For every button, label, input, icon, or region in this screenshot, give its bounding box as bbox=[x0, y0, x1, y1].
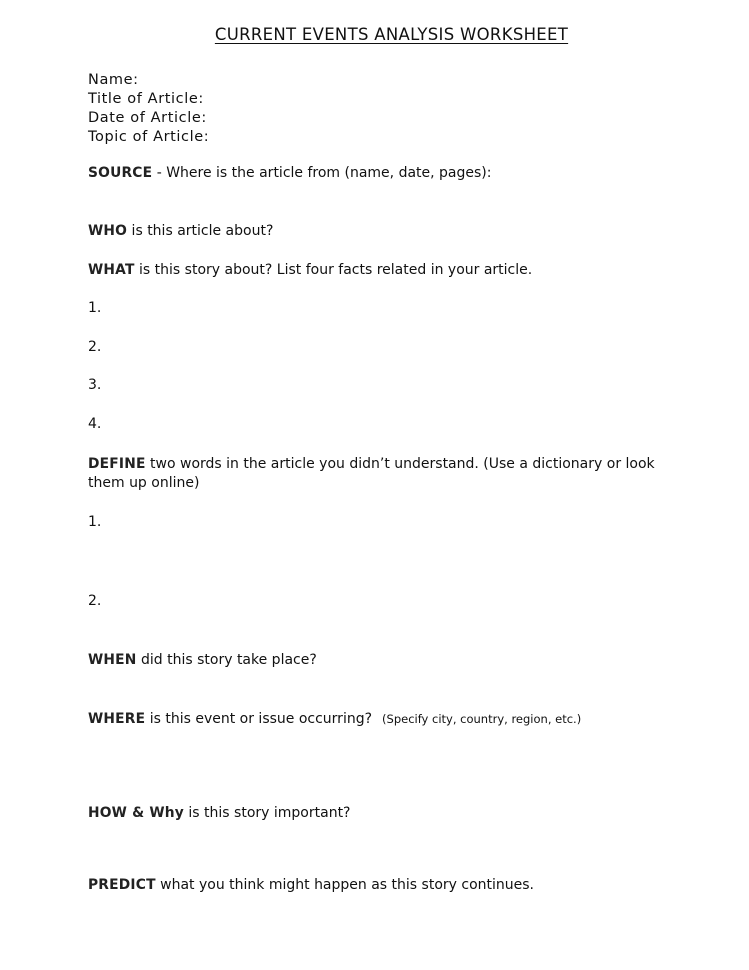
source-text: - Where is the article from (name, date, pages): bbox=[152, 165, 492, 181]
predict-prompt bbox=[88, 876, 534, 894]
article-topic-field-label: Topic of Article: bbox=[88, 129, 210, 145]
when-prompt bbox=[88, 651, 317, 669]
source-keyword: SOURCE bbox=[88, 165, 153, 181]
name-field-label: Name: bbox=[88, 72, 139, 88]
how-why-text: is this story important? bbox=[183, 805, 351, 821]
define-prompt bbox=[88, 455, 655, 473]
where-note: (Specify city, country, region, etc.) bbox=[382, 712, 582, 726]
fact-2: 2. bbox=[88, 339, 102, 355]
define-text: two words in the article you didn’t understand. (Use a dictionary or look bbox=[145, 456, 655, 472]
who-prompt bbox=[88, 222, 273, 240]
word-2: 2. bbox=[88, 593, 102, 609]
where-keyword: WHERE bbox=[88, 711, 146, 727]
define-keyword: DEFINE bbox=[88, 456, 146, 472]
predict-text: what you think might happen as this story continues. bbox=[155, 877, 535, 893]
how-why-keyword: HOW & Why bbox=[88, 805, 184, 821]
what-keyword: WHAT bbox=[88, 262, 135, 278]
fact-4: 4. bbox=[88, 416, 102, 432]
fact-1: 1. bbox=[88, 300, 102, 316]
source-prompt bbox=[88, 164, 491, 182]
fact-3: 3. bbox=[88, 377, 102, 393]
word-1: 1. bbox=[88, 514, 102, 530]
predict-keyword: PREDICT bbox=[88, 877, 156, 893]
who-keyword: WHO bbox=[88, 223, 128, 239]
define-prompt-continued: them up online) bbox=[88, 475, 200, 491]
how-why-prompt bbox=[88, 804, 351, 822]
article-date-field-label: Date of Article: bbox=[88, 110, 207, 126]
what-prompt bbox=[88, 261, 532, 279]
article-title-field-label: Title of Article: bbox=[88, 91, 204, 107]
where-prompt bbox=[88, 710, 581, 728]
what-text: is this story about? List four facts related in your article. bbox=[134, 262, 533, 278]
when-keyword: WHEN bbox=[88, 652, 137, 668]
worksheet-title: CURRENT EVENTS ANALYSIS WORKSHEET bbox=[214, 25, 569, 44]
where-text: is this event or issue occurring? bbox=[145, 711, 373, 727]
who-text: is this article about? bbox=[127, 223, 274, 239]
when-text: did this story take place? bbox=[136, 652, 317, 668]
